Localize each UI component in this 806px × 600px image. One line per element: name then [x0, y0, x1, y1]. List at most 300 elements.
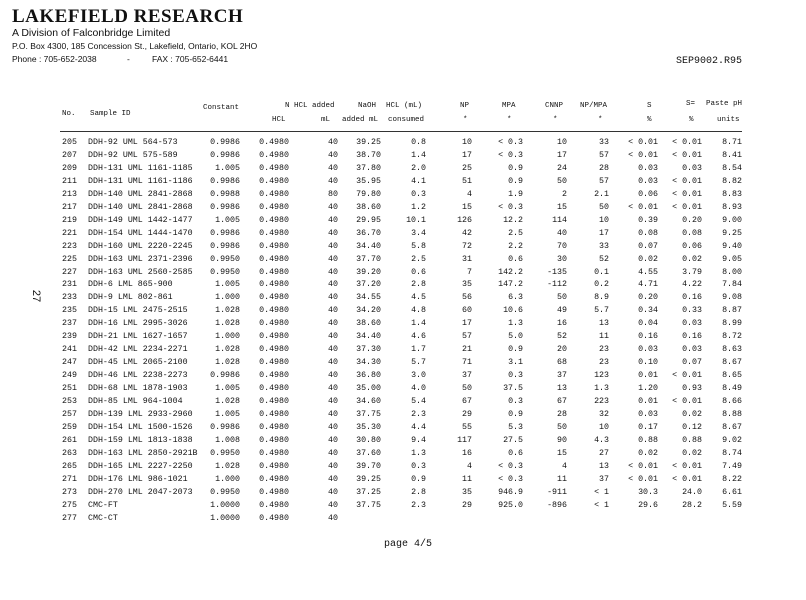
header-np: NP — [460, 102, 470, 110]
cell-no: 205 — [62, 138, 77, 147]
cell-cnnp: 15 — [557, 202, 567, 212]
cell-id: DDH-42 LML 2234-2271 — [88, 345, 188, 355]
cell-npmpa: 57 — [599, 150, 609, 160]
cell-naoh: 34.60 — [356, 397, 381, 406]
cell-ph: 8.67 — [722, 422, 742, 432]
cell-mpa: 0.9 — [508, 409, 523, 419]
cell-hcl: 3.4 — [411, 228, 426, 238]
table-row — [0, 513, 806, 525]
cell-seq: < 0.01 — [672, 202, 702, 212]
cell-mpa: 12.2 — [503, 215, 523, 225]
cell-npmpa: 23 — [599, 345, 609, 355]
cell-id: DDH-16 LML 2995-3026 — [88, 319, 188, 329]
cell-np: 56 — [462, 293, 472, 303]
header-mpa-unit: * — [507, 116, 512, 124]
cell-ml: 40 — [328, 345, 338, 355]
table-row — [0, 422, 806, 434]
cell-naoh: 39.25 — [356, 138, 381, 147]
cell-naoh: 38.70 — [356, 150, 381, 160]
cell-np: 126 — [457, 215, 472, 225]
cell-id: DDH-9 LML 802-861 — [88, 293, 173, 303]
cell-np: 37 — [462, 371, 472, 381]
table-row — [0, 357, 806, 369]
cell-naoh: 38.60 — [356, 202, 381, 212]
cell-hcl: 1.7 — [411, 345, 426, 355]
cell-naoh: 34.30 — [356, 358, 381, 368]
cell-seq: < 0.01 — [672, 138, 702, 147]
cell-npmpa: 223 — [594, 397, 609, 406]
cell-seq: 0.03 — [682, 163, 702, 173]
cell-hcl: 1.3 — [411, 448, 426, 458]
cell-naoh: 37.80 — [356, 163, 381, 173]
cell-n: 0.4980 — [259, 280, 289, 290]
cell-constant: 0.9950 — [210, 487, 240, 497]
cell-naoh: 39.25 — [356, 474, 381, 484]
header-s-eq-unit: % — [689, 116, 694, 124]
cell-npmpa: 10 — [599, 215, 609, 225]
cell-naoh: 39.70 — [356, 461, 381, 471]
cell-np: 21 — [462, 345, 472, 355]
cell-npmpa: 57 — [599, 176, 609, 186]
cell-naoh: 34.20 — [356, 306, 381, 316]
cell-n: 0.4980 — [259, 358, 289, 368]
cell-ml: 80 — [328, 189, 338, 199]
cell-np: 31 — [462, 254, 472, 264]
cell-npmpa: 33 — [599, 138, 609, 147]
table-row — [0, 409, 806, 421]
cell-np: 29 — [462, 409, 472, 419]
cell-s: 0.02 — [638, 254, 658, 264]
cell-id: DDH-46 LML 2238-2273 — [88, 371, 188, 381]
page-footer: page 4/5 — [384, 539, 433, 550]
cell-id: DDH-140 UML 2841-2868 — [88, 189, 193, 199]
cell-np: 4 — [467, 189, 472, 199]
cell-np: 4 — [467, 461, 472, 471]
cell-seq: < 0.01 — [672, 150, 702, 160]
cell-s: < 0.01 — [628, 202, 658, 212]
cell-np: 35 — [462, 280, 472, 290]
table-row — [0, 137, 806, 149]
cell-s: 0.01 — [638, 371, 658, 381]
cell-ml: 40 — [328, 461, 338, 471]
cell-hcl: 3.0 — [411, 371, 426, 381]
cell-naoh: 34.40 — [356, 332, 381, 342]
cell-cnnp: 37 — [557, 371, 567, 381]
cell-s: 0.39 — [638, 215, 658, 225]
cell-ph: 8.72 — [722, 332, 742, 342]
table-row — [0, 189, 806, 201]
cell-n: 0.4980 — [259, 254, 289, 264]
table-row — [0, 215, 806, 227]
cell-s: < 0.01 — [628, 474, 658, 484]
cell-ph: 8.67 — [722, 358, 742, 368]
cell-constant: 0.9986 — [210, 422, 240, 432]
cell-ml: 40 — [328, 254, 338, 264]
cell-cnnp: 15 — [557, 448, 567, 458]
cell-s: 0.01 — [638, 397, 658, 406]
table-row — [0, 150, 806, 162]
cell-s: < 0.01 — [628, 150, 658, 160]
cell-cnnp: 20 — [557, 345, 567, 355]
cell-no: 241 — [62, 345, 77, 355]
cell-n: 0.4980 — [259, 500, 289, 510]
cell-mpa: 925.0 — [498, 500, 523, 510]
cell-naoh: 37.60 — [356, 448, 381, 458]
cell-n: 0.4980 — [259, 306, 289, 316]
table-row — [0, 279, 806, 291]
cell-mpa: < 0.3 — [498, 461, 523, 471]
cell-npmpa: 33 — [599, 241, 609, 251]
cell-n: 0.4980 — [259, 163, 289, 173]
cell-ml: 40 — [328, 215, 338, 225]
cell-n: 0.4980 — [259, 409, 289, 419]
cell-id: DDH-6 LML 865-900 — [88, 280, 173, 290]
cell-id: DDH-68 LML 1878-1903 — [88, 384, 188, 394]
cell-cnnp: 90 — [557, 435, 567, 445]
header-consumed: consumed — [388, 116, 425, 124]
cell-ph: 9.05 — [722, 254, 742, 264]
cell-s: 29.6 — [638, 500, 658, 510]
cell-cnnp: 24 — [557, 163, 567, 173]
cell-npmpa: 13 — [599, 319, 609, 329]
cell-no: 265 — [62, 461, 77, 471]
cell-mpa: 946.9 — [498, 487, 523, 497]
cell-n: 0.4980 — [259, 422, 289, 432]
cell-naoh: 34.55 — [356, 293, 381, 303]
cell-id: DDH-154 LML 1500-1526 — [88, 422, 193, 432]
cell-ml: 40 — [328, 293, 338, 303]
cell-ml: 40 — [328, 241, 338, 251]
cell-id: CMC-FT — [88, 500, 118, 510]
company-address: P.O. Box 4300, 185 Concession St., Lakefield, Ontario, KOL 2HO — [12, 41, 258, 51]
phone-fax-separator: - — [127, 54, 130, 64]
cell-constant: 1.028 — [215, 345, 240, 355]
cell-constant: 1.0000 — [210, 513, 240, 523]
cell-id: DDH-163 LML 2850-2921B — [88, 448, 198, 458]
cell-ph: 8.49 — [722, 384, 742, 394]
cell-mpa: 37.5 — [503, 384, 523, 394]
cell-ml: 40 — [328, 319, 338, 329]
table-row — [0, 305, 806, 317]
cell-hcl: 2.3 — [411, 409, 426, 419]
cell-no: 251 — [62, 384, 77, 394]
company-name: LAKEFIELD RESEARCH — [12, 6, 244, 27]
cell-cnnp: 16 — [557, 319, 567, 329]
cell-hcl: 0.3 — [411, 461, 426, 471]
cell-ph: 8.99 — [722, 319, 742, 329]
cell-id: DDH-149 UML 1442-1477 — [88, 215, 193, 225]
header-constant: Constant — [203, 104, 240, 112]
cell-s: 0.03 — [638, 409, 658, 419]
cell-cnnp: 2 — [562, 189, 567, 199]
cell-npmpa: 8.9 — [594, 293, 609, 303]
header-s: S — [647, 102, 652, 110]
cell-np: 11 — [462, 474, 472, 484]
cell-seq: 0.07 — [682, 358, 702, 368]
cell-constant: 1.000 — [215, 293, 240, 303]
cell-ml: 40 — [328, 228, 338, 238]
cell-no: 223 — [62, 241, 77, 251]
cell-cnnp: 67 — [557, 397, 567, 406]
cell-id: DDH-85 LML 964-1004 — [88, 397, 183, 406]
cell-npmpa: 37 — [599, 474, 609, 484]
cell-s: 0.88 — [638, 435, 658, 445]
cell-seq: 3.79 — [682, 267, 702, 277]
cell-no: 209 — [62, 163, 77, 173]
cell-naoh: 37.75 — [356, 409, 381, 419]
cell-ph: 6.61 — [722, 487, 742, 497]
cell-seq: 0.02 — [682, 409, 702, 419]
header-ml: mL — [321, 116, 331, 124]
cell-ph: 8.54 — [722, 163, 742, 173]
cell-hcl: 9.4 — [411, 435, 426, 445]
cell-constant: 0.9986 — [210, 228, 240, 238]
table-row — [0, 176, 806, 188]
cell-mpa: 27.5 — [503, 435, 523, 445]
cell-seq: < 0.01 — [672, 397, 702, 406]
cell-mpa: 0.3 — [508, 371, 523, 381]
cell-ph: 8.87 — [722, 306, 742, 316]
cell-hcl: 0.9 — [411, 474, 426, 484]
cell-np: 55 — [462, 422, 472, 432]
cell-ph: 5.59 — [722, 500, 742, 510]
cell-no: 227 — [62, 267, 77, 277]
cell-constant: 0.9988 — [210, 189, 240, 199]
cell-id: DDH-92 UML 575-589 — [88, 150, 178, 160]
cell-ml: 40 — [328, 435, 338, 445]
cell-cnnp: 70 — [557, 241, 567, 251]
table-row — [0, 461, 806, 473]
cell-hcl: 4.8 — [411, 306, 426, 316]
cell-no: 235 — [62, 306, 77, 316]
cell-no: 277 — [62, 513, 77, 523]
cell-constant: 1.005 — [215, 280, 240, 290]
cell-id: DDH-176 LML 986-1021 — [88, 474, 188, 484]
cell-constant: 1.028 — [215, 461, 240, 471]
cell-naoh: 39.20 — [356, 267, 381, 277]
cell-seq: 0.02 — [682, 254, 702, 264]
cell-cnnp: 49 — [557, 306, 567, 316]
cell-id: DDH-131 UML 1161-1186 — [88, 176, 193, 186]
header-no: No. — [62, 110, 76, 118]
cell-no: 261 — [62, 435, 77, 445]
cell-ph: 7.49 — [722, 461, 742, 471]
cell-constant: 1.000 — [215, 474, 240, 484]
cell-seq: < 0.01 — [672, 176, 702, 186]
header-np-unit: * — [463, 116, 468, 124]
cell-n: 0.4980 — [259, 448, 289, 458]
cell-mpa: 0.9 — [508, 163, 523, 173]
cell-ph: 8.66 — [722, 397, 742, 406]
cell-mpa: 1.9 — [508, 189, 523, 199]
cell-ml: 40 — [328, 513, 338, 523]
cell-n: 0.4980 — [259, 371, 289, 381]
cell-n: 0.4980 — [259, 384, 289, 394]
cell-ph: 9.40 — [722, 241, 742, 251]
cell-seq: 0.12 — [682, 422, 702, 432]
header-mpa: MPA — [502, 102, 516, 110]
header-naoh: NaOH — [358, 102, 377, 110]
cell-seq: 0.20 — [682, 215, 702, 225]
cell-id: DDH-92 UML 564-573 — [88, 138, 178, 147]
header-s-eq: S= — [686, 100, 696, 108]
table-row — [0, 448, 806, 460]
cell-hcl: 2.0 — [411, 163, 426, 173]
table-row — [0, 289, 806, 304]
cell-constant: 0.9986 — [210, 371, 240, 381]
cell-id: DDH-165 LML 2227-2250 — [88, 461, 193, 471]
cell-np: 51 — [462, 176, 472, 186]
cell-n: 0.4980 — [259, 461, 289, 471]
cell-s: 4.55 — [638, 267, 658, 277]
company-division: A Division of Falconbridge Limited — [12, 27, 171, 39]
cell-s: 0.06 — [638, 189, 658, 199]
header-np-mpa-unit: * — [598, 116, 603, 124]
cell-hcl: 5.4 — [411, 397, 426, 406]
cell-seq: 0.06 — [682, 241, 702, 251]
cell-cnnp: -896 — [547, 500, 567, 510]
company-phone: Phone : 705-652-2038 — [12, 54, 97, 64]
cell-ph: 9.25 — [722, 228, 742, 238]
cell-no: 207 — [62, 150, 77, 160]
cell-n: 0.4980 — [259, 487, 289, 497]
cell-ph: 7.84 — [722, 280, 742, 290]
cell-s: 0.03 — [638, 176, 658, 186]
cell-constant: 1.028 — [215, 397, 240, 406]
cell-seq: 28.2 — [682, 500, 702, 510]
cell-seq: 0.08 — [682, 228, 702, 238]
cell-seq: 0.93 — [682, 384, 702, 394]
cell-mpa: < 0.3 — [498, 202, 523, 212]
cell-np: 117 — [457, 435, 472, 445]
cell-id: DDH-131 UML 1161-1185 — [88, 163, 193, 173]
cell-naoh: 34.40 — [356, 241, 381, 251]
cell-ml: 40 — [328, 163, 338, 173]
cell-n: 0.4980 — [259, 345, 289, 355]
cell-n: 0.4980 — [259, 241, 289, 251]
cell-id: DDH-163 UML 2560-2585 — [88, 267, 193, 277]
cell-ml: 40 — [328, 202, 338, 212]
cell-naoh: 38.60 — [356, 319, 381, 329]
cell-hcl: 4.5 — [411, 293, 426, 303]
cell-naoh: 37.25 — [356, 487, 381, 497]
cell-np: 17 — [462, 319, 472, 329]
cell-seq: 0.88 — [682, 435, 702, 445]
cell-hcl: 4.1 — [411, 176, 426, 186]
cell-seq: < 0.01 — [672, 461, 702, 471]
cell-ml: 40 — [328, 397, 338, 406]
header-hcl: HCL — [272, 116, 286, 124]
cell-s: < 0.01 — [628, 461, 658, 471]
cell-seq: 0.16 — [682, 293, 702, 303]
cell-ph: 8.82 — [722, 176, 742, 186]
cell-ph: 9.02 — [722, 435, 742, 445]
cell-s: 0.34 — [638, 306, 658, 316]
cell-ml: 40 — [328, 176, 338, 186]
cell-cnnp: 40 — [557, 228, 567, 238]
cell-hcl: 0.6 — [411, 267, 426, 277]
cell-np: 60 — [462, 306, 472, 316]
cell-naoh: 35.00 — [356, 384, 381, 394]
cell-np: 16 — [462, 448, 472, 458]
cell-ml: 40 — [328, 280, 338, 290]
cell-n: 0.4980 — [259, 189, 289, 199]
cell-constant: 1.005 — [215, 409, 240, 419]
cell-ml: 40 — [328, 332, 338, 342]
cell-npmpa: 5.7 — [594, 306, 609, 316]
cell-npmpa: 17 — [599, 228, 609, 238]
cell-ml: 40 — [328, 371, 338, 381]
cell-s: < 0.01 — [628, 138, 658, 147]
cell-npmpa: 11 — [599, 332, 609, 342]
cell-s: 4.71 — [638, 280, 658, 290]
table-row — [0, 241, 806, 253]
cell-seq: 0.33 — [682, 306, 702, 316]
cell-naoh: 30.80 — [356, 435, 381, 445]
header-paste-ph: Paste pH — [706, 100, 743, 108]
cell-naoh: 35.95 — [356, 176, 381, 186]
cell-ml: 40 — [328, 500, 338, 510]
header-naoh-added: added mL — [342, 116, 379, 124]
cell-npmpa: 27 — [599, 448, 609, 458]
cell-no: 233 — [62, 293, 77, 303]
cell-mpa: 3.1 — [508, 358, 523, 368]
cell-no: 219 — [62, 215, 77, 225]
cell-cnnp: 4 — [562, 461, 567, 471]
cell-naoh: 37.70 — [356, 254, 381, 264]
cell-id: DDH-159 LML 1813-1838 — [88, 435, 193, 445]
cell-id: DDH-45 LML 2065-2100 — [88, 358, 188, 368]
cell-seq: 0.03 — [682, 319, 702, 329]
header-np-mpa: NP/MPA — [580, 102, 608, 110]
table-row — [0, 474, 806, 486]
table-row — [0, 435, 806, 447]
report-id: SEP9002.R95 — [676, 56, 743, 67]
cell-n: 0.4980 — [259, 513, 289, 523]
cell-npmpa: 10 — [599, 422, 609, 432]
cell-np: 10 — [462, 138, 472, 147]
cell-hcl: 0.8 — [411, 138, 426, 147]
cell-cnnp: 50 — [557, 422, 567, 432]
cell-cnnp: 28 — [557, 409, 567, 419]
cell-n: 0.4980 — [259, 138, 289, 147]
cell-no: 239 — [62, 332, 77, 342]
cell-id: CMC-CT — [88, 513, 118, 523]
cell-no: 263 — [62, 448, 77, 458]
cell-s: 1.20 — [638, 384, 658, 394]
cell-npmpa: 0.2 — [594, 280, 609, 290]
cell-npmpa: < 1 — [594, 500, 609, 510]
cell-no: 217 — [62, 202, 77, 212]
cell-hcl: 1.4 — [411, 150, 426, 160]
cell-n: 0.4980 — [259, 397, 289, 406]
cell-cnnp: 30 — [557, 254, 567, 264]
table-row — [0, 344, 806, 356]
cell-n: 0.4980 — [259, 267, 289, 277]
cell-mpa: 6.3 — [508, 293, 523, 303]
cell-constant: 0.9986 — [210, 202, 240, 212]
cell-s: 0.07 — [638, 241, 658, 251]
cell-s: 0.20 — [638, 293, 658, 303]
cell-no: 259 — [62, 422, 77, 432]
cell-s: 0.03 — [638, 163, 658, 173]
cell-np: 15 — [462, 202, 472, 212]
cell-hcl: 10.1 — [406, 215, 426, 225]
cell-np: 72 — [462, 241, 472, 251]
cell-cnnp: 50 — [557, 176, 567, 186]
cell-no: 249 — [62, 371, 77, 381]
cell-ml: 40 — [328, 358, 338, 368]
